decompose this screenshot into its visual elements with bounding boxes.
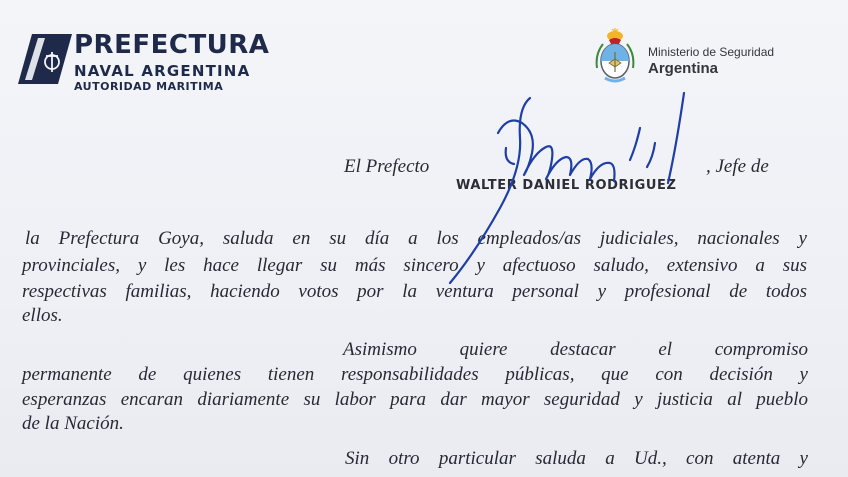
ministry-name: Ministerio de Seguridad <box>648 45 775 59</box>
ministry-country: Argentina <box>648 60 719 77</box>
prefectura-subtitle: NAVAL ARGENTINA <box>74 62 251 80</box>
paragraph-3-line-1: Sin otro particular saluda a Ud., con atenta y <box>345 448 808 469</box>
paragraph-1-line-1: la Prefectura Goya, saluda en su día a los empleados/as judiciales, nacionales y <box>25 228 807 249</box>
handwritten-signature <box>410 88 700 288</box>
national-coat-of-arms-icon <box>593 28 637 84</box>
paragraph-1-line-2: provinciales, y les hace llegar su más sincero y afectuoso saludo, extensivo a sus <box>22 255 807 276</box>
paragraph-2-line-4: de la Nación. <box>22 413 124 434</box>
paragraph-1-line-3: respectivas familias, haciendo votos por la ventura personal y profesional de todos <box>22 281 807 302</box>
paragraph-2-line-1: Asimismo quiere destacar el compromiso <box>343 339 808 360</box>
prefectura-authority: AUTORIDAD MARITIMA <box>74 80 224 93</box>
signer-name: WALTER DANIEL RODRIGUEZ <box>456 178 677 193</box>
paragraph-1-line-4: ellos. <box>22 305 63 326</box>
intro-suffix: , Jefe de <box>706 156 769 177</box>
prefectura-title: PREFECTURA <box>74 30 270 60</box>
intro-prefix: El Prefecto <box>344 156 430 177</box>
paragraph-2-line-3: esperanzas encaran diariamente su labor para dar mayor seguridad y justicia al pueblo <box>22 389 808 410</box>
prefectura-logo-icon <box>18 32 72 86</box>
paragraph-2-line-2: permanente de quienes tienen responsabilidades públicas, que con decisión y <box>22 364 808 385</box>
